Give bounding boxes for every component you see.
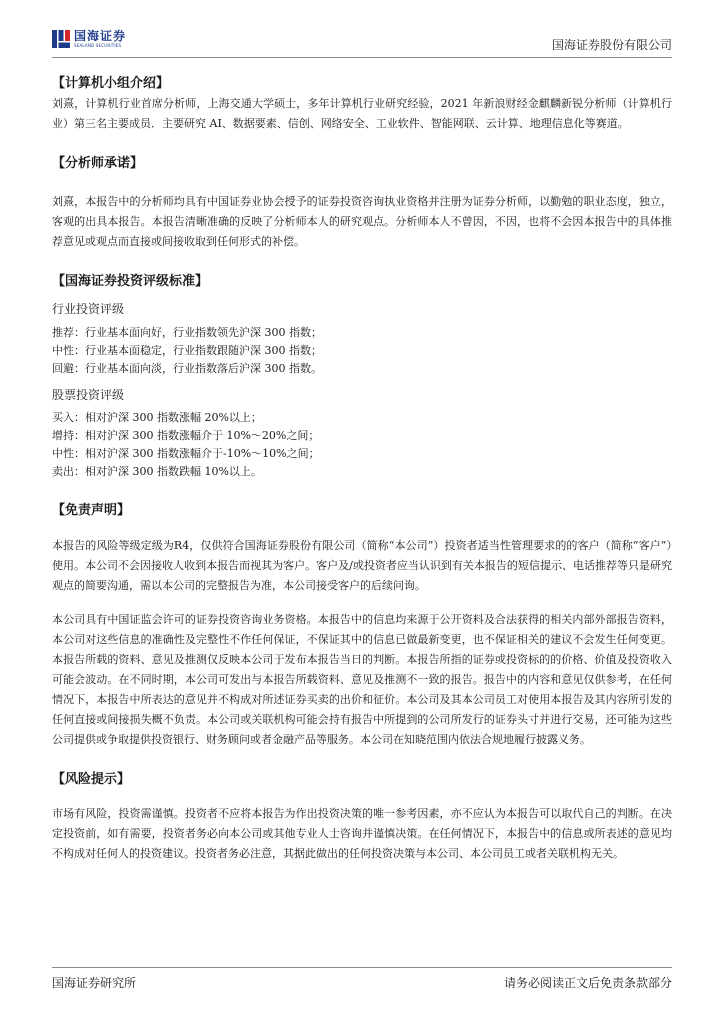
industry-rating-title: 行业投资评级: [52, 302, 125, 316]
team-intro-text: 刘熹，计算机行业首席分析师，上海交通大学硕士，多年计算机行业研究经验，2021 年新浪财经金麒麟新锐分析师（计算机行业）第三名主要成员．主要研究 AI、数据要素、信创、网络安全、工业软件、智能网联、云计算、地理信息化等赛道。: [52, 97, 672, 130]
industry-rating-list: [52, 324, 672, 378]
sealand-logo-icon: [52, 30, 70, 48]
disclaimer-heading: 【免责声明】: [52, 503, 131, 518]
industry-rating-item: 回避：行业基本面向淡，行业指数落后沪深 300 指数。: [52, 362, 322, 375]
disclaimer-paragraph: 本报告的风险等级定级为R4，仅供符合国海证券股份有限公司（简称“本公司”）投资者适当性管理要求的的客户（简称“客户”）使用。本公司不会因接收人收到本报告而视其为客户。客户及/或投资者应当认识到有关本报告的短信提示、电话推荐等只是研究观点的简要沟通，需以本公司的完整报告为准，本公司接受客户的后续问询。: [52, 539, 672, 592]
logo-english-name: SEALAND SECURITIES: [74, 43, 122, 48]
industry-rating-item: 中性：行业基本面稳定，行业指数跟随沪深 300 指数；: [52, 344, 322, 357]
stock-rating-item: 中性：相对沪深 300 指数涨幅介于-10%～10%之间；: [52, 447, 320, 460]
industry-rating-item: 推荐：行业基本面向好，行业指数领先沪深 300 指数；: [52, 326, 322, 339]
team-heading: 【计算机小组介绍】: [52, 76, 170, 91]
stock-rating-title: 股票投资评级: [52, 388, 125, 402]
stock-rating-item: 买入：相对沪深 300 指数涨幅 20%以上；: [52, 411, 262, 424]
header-divider: [52, 57, 672, 58]
disclaimer-paragraph: 本公司具有中国证监会许可的证券投资咨询业务资格。本报告中的信息均来源于公开资料及合法获得的相关内部外部报告资料，本公司对这些信息的准确性及完整性不作任何保证，不保证其中的信息已做最新变更，也不保证相关的建议不会发生任何变更。本报告所载的资料、意见及推测仅反映本公司于发布本报告当日的判断。本报告所指的证券或投资标的的价格、价值及投资收入可能会波动。在不同时期，本公司可发出与本报告所载资料、意见及推测不一致的报告。报告中的内容和意见仅供参考，在任何情况下，本报告中所表达的意见并不构成对所述证券买卖的出价和征价。本公司及其本公司员工对使用本报告及其内容所引发的任何直接或间接损失概不负责。本公司或关联机构可能会持有报告中所提到的公司所发行的证券头寸并进行交易，还可能为这些公司提供或争取提供投资银行、财务顾问或者金融产品等服务。本公司在知晓范围内依法合规地履行披露义务。: [52, 613, 672, 746]
footer-disclaimer-note: 请务必阅读正文后免责条款部分: [503, 976, 672, 990]
stock-rating-item: 增持：相对沪深 300 指数涨幅介于 10%～20%之间；: [52, 429, 320, 442]
page-content: [52, 74, 672, 864]
footer-divider: [52, 967, 672, 968]
header-company-name: 国海证券股份有限公司: [551, 38, 672, 52]
rating-standard-heading: 【国海证券投资评级标准】: [52, 274, 209, 289]
analyst-commitment-heading: 【分析师承诺】: [52, 156, 144, 171]
footer-institute: 国海证券研究所: [52, 976, 137, 990]
analyst-commitment-text: 刘熹，本报告中的分析师均具有中国证券业协会授予的证券投资咨询执业资格并注册为证券分析师，以勤勉的职业态度，独立，客观的出具本报告。本报告清晰准确的反映了分析师本人的研究观点。分析师本人不曾因，不因，也将不会因本报告中的具体推荐意见或观点而直接或间接收取到任何形式的补偿。: [52, 195, 672, 248]
stock-rating-list: [52, 409, 672, 481]
page-header: [52, 28, 672, 58]
logo-chinese-name: 国海证券: [74, 29, 127, 43]
risk-warning-heading: 【风险提示】: [52, 772, 131, 787]
stock-rating-item: 卖出：相对沪深 300 指数跌幅 10%以上。: [52, 465, 262, 478]
risk-warning-text: 市场有风险，投资需谨慎。投资者不应将本报告为作出投资决策的唯一参考因素，亦不应认为本报告可以取代自己的判断。在决定投资前，如有需要，投资者务必向本公司或其他专业人士咨询并谨慎决策。在任何情况下，本报告中的信息或所表述的意见均不构成对任何人的投资建议。投资者务必注意，其据此做出的任何投资决策与本公司、本公司员工或者关联机构无关。: [52, 807, 672, 860]
company-logo: [52, 30, 126, 48]
